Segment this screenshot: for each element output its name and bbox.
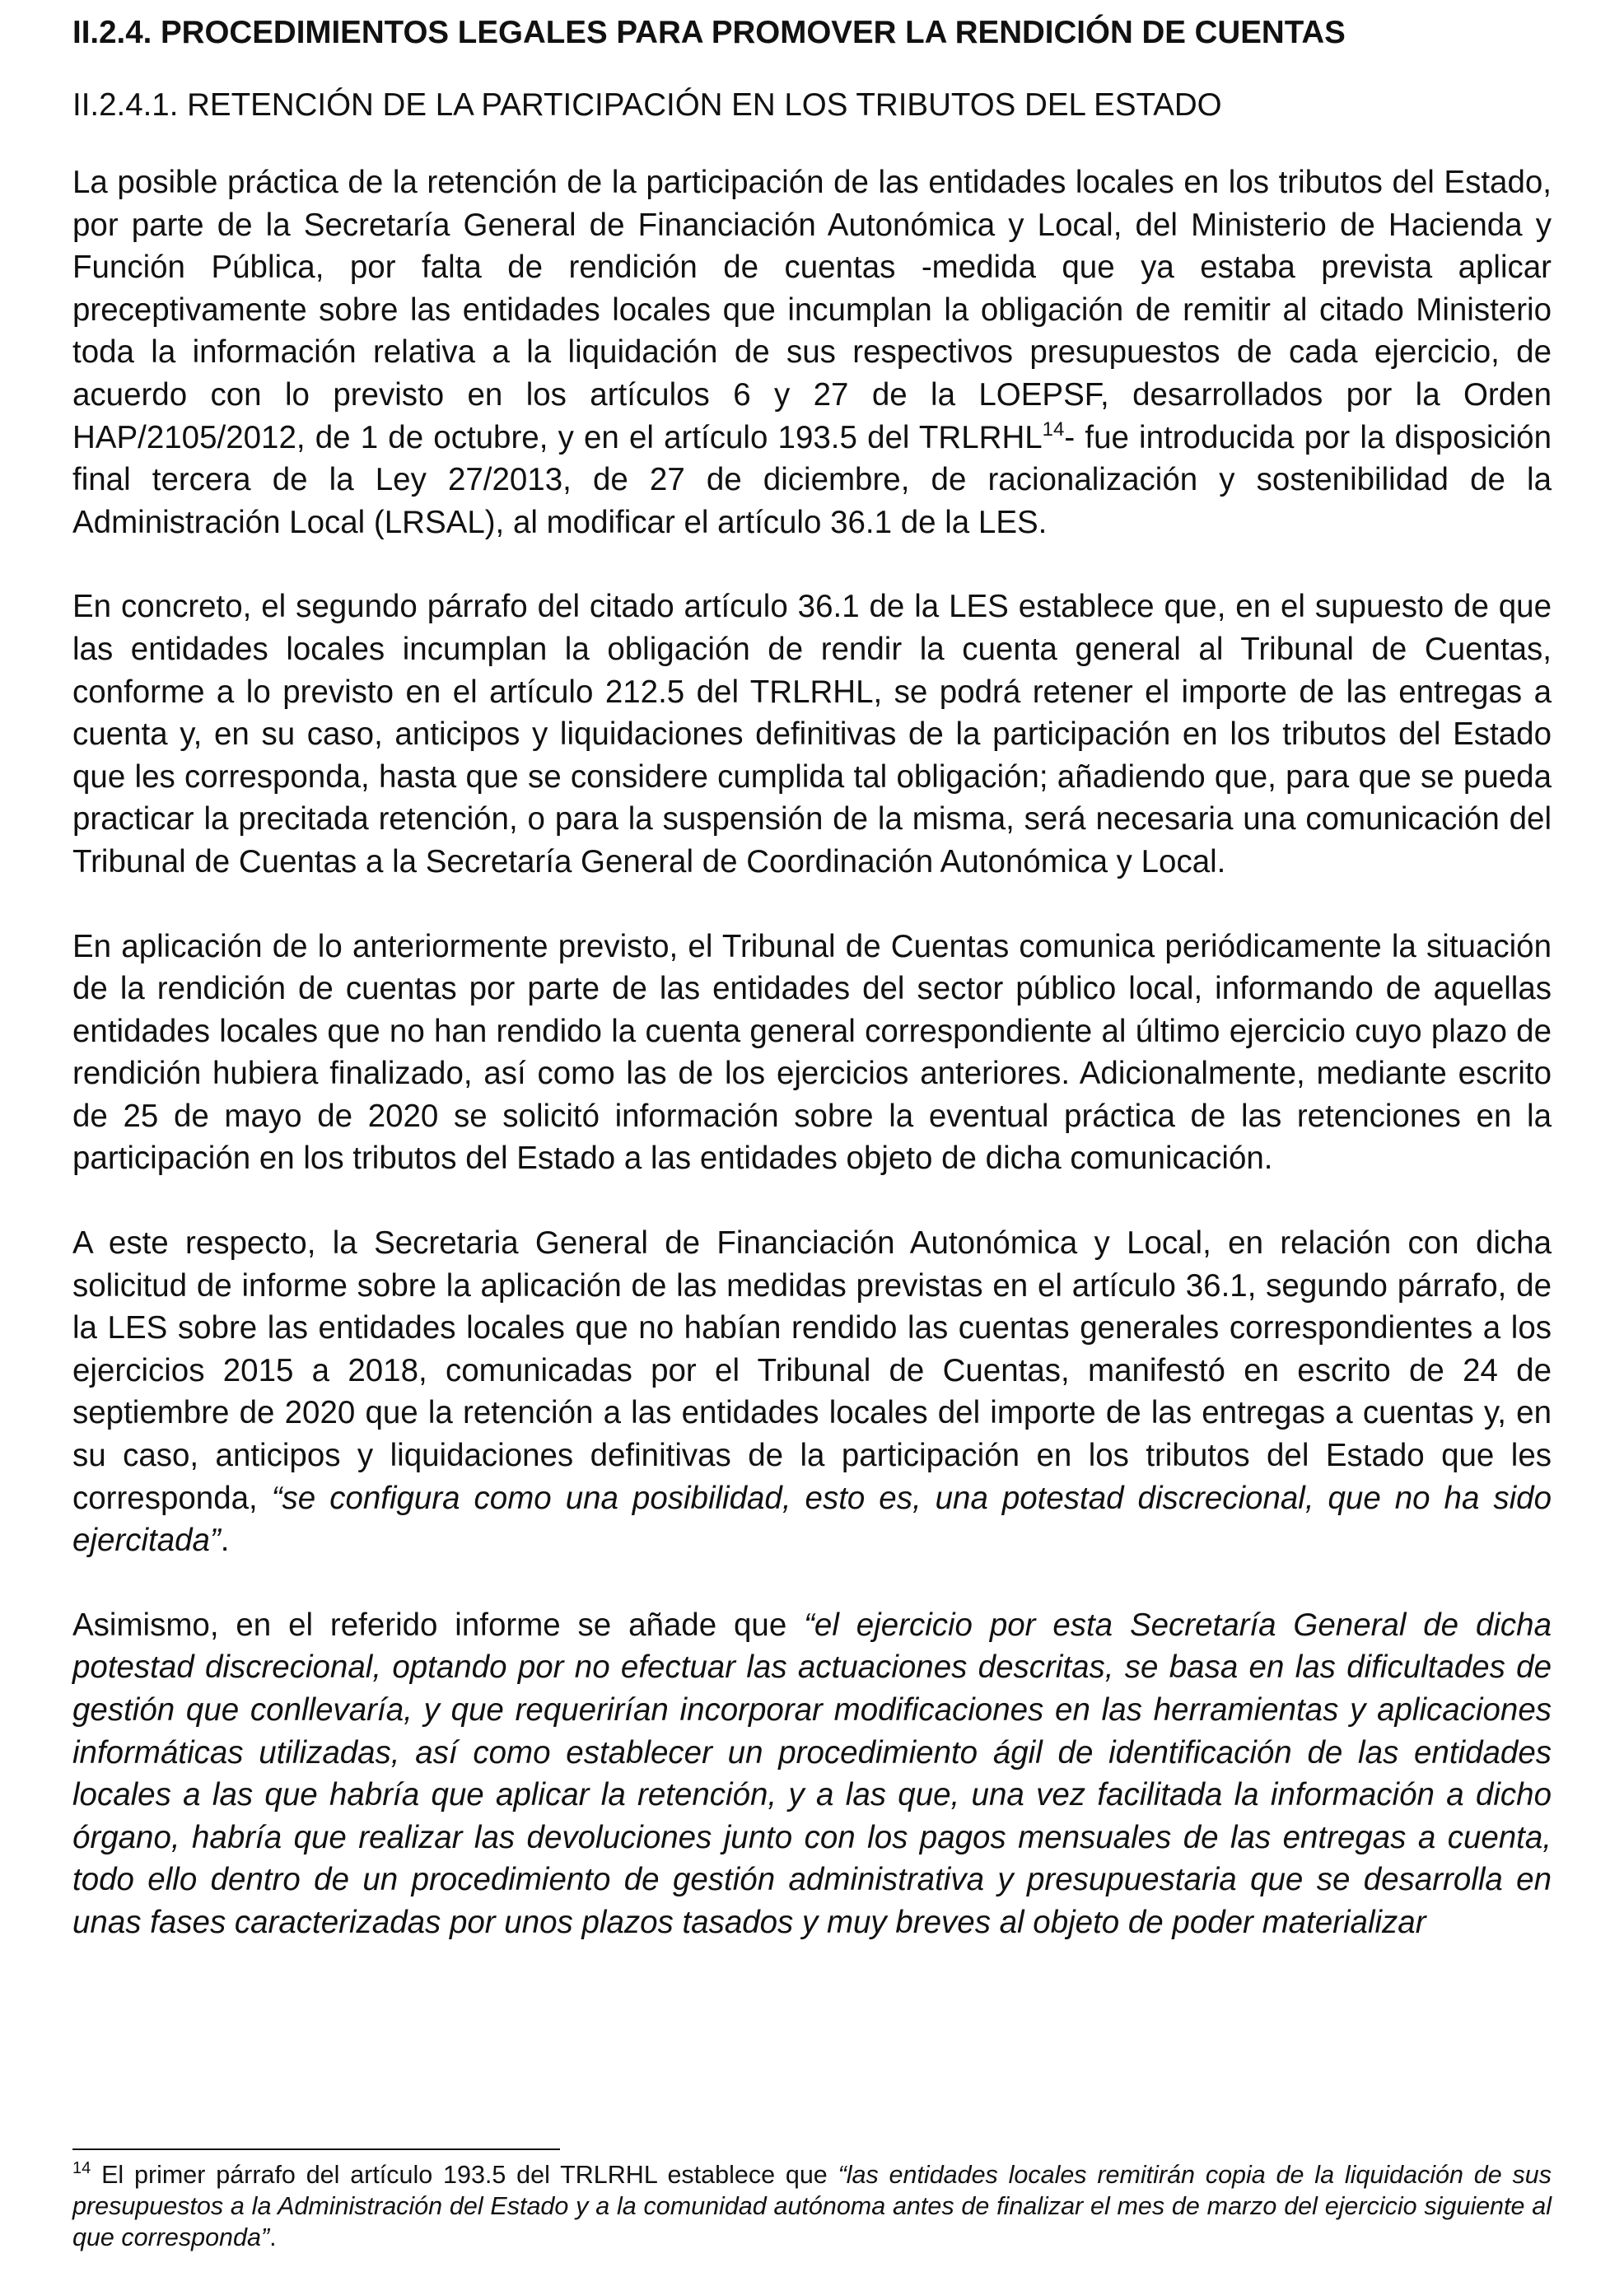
footnote-quote: “las entidades locales remitirán copia de la liquidación de sus presupuestos a la Administración del Estado y a la comunidad autónoma antes de finalizar el mes de marzo del ejercicio siguiente al que corresponda” <box>72 2161 1552 2251</box>
paragraph-1-text-a: La posible práctica de la retención de la participación de las entidades locales en los tributos del Estado, por parte de la Secretaría General de Financiación Autonómica y Local, del Ministerio de Hacienda y Función Pública, por falta de rendición de cuentas -medida que ya estaba prevista aplicar preceptivamente sobre las entidades locales que incumplan la obligación de remitir al citado Ministerio toda la información relativa a la liquidación de sus respectivos presupuestos de cada ejercicio, de acuerdo con lo previsto en los artículos 6 y 27 de la LOEPSF, desarrollados por la Orden HAP/2105/2012, de 1 de octubre, y en el artículo 193.5 del TRLRHL <box>72 165 1552 455</box>
subsection-heading: II.2.4.1. RETENCIÓN DE LA PARTICIPACIÓN EN LOS TRIBUTOS DEL ESTADO <box>72 87 1222 123</box>
paragraph-4-quote: “se configura como una posibilidad, esto es, una potestad discrecional, que no ha sido ejercitada” <box>72 1480 1552 1559</box>
paragraph-4 <box>72 1222 1552 1562</box>
paragraph-5-text-a: Asimismo, en el referido informe se añade que <box>72 1607 805 1643</box>
paragraph-3: En aplicación de lo anteriormente previsto, el Tribunal de Cuentas comunica periódicamente la situación de la rendición de cuentas por parte de las entidades del sector público local, informando de aquellas entidades locales que no han rendido la cuenta general correspondiente al último ejercicio cuyo plazo de rendición hubiera finalizado, así como las de los ejercicios anteriores. Adicionalmente, mediante escrito de 25 de mayo de 2020 se solicitó información sobre la eventual práctica de las retenciones en la participación en los tributos del Estado a las entidades objeto de dicha comunicación. <box>72 928 1552 1177</box>
section-heading: II.2.4. PROCEDIMIENTOS LEGALES PARA PROMOVER LA RENDICIÓN DE CUENTAS <box>72 15 1346 50</box>
footnote-text-a: El primer párrafo del artículo 193.5 del TRLRHL establece que <box>91 2161 838 2189</box>
paragraph-1-text-b: - fue introducida por la disposición final tercera de la Ley 27/2013, de 27 de diciembre, de racionalización y sostenibilidad de la Administración Local (LRSAL), al modificar el artículo 36.1 de la LES. <box>72 419 1552 540</box>
paragraph-4-text-a: A este respecto, la Secretaria General de Financiación Autonómica y Local, en relación con dicha solicitud de informe sobre la aplicación de las medidas previstas en el artículo 36.1, segundo párrafo, de la LES sobre las entidades locales que no habían rendido las cuentas generales correspondientes a los ejercicios 2015 a 2018, comunicadas por el Tribunal de Cuentas, manifestó en escrito de 24 de septiembre de 2020 que la retención a las entidades locales del importe de las entregas a cuentas y, en su caso, anticipos y liquidaciones definitivas de la participación en los tributos del Estado que les corresponda, <box>72 1225 1552 1516</box>
footnote-number: 14 <box>72 2159 91 2177</box>
footnote-divider <box>72 2148 560 2150</box>
footnote-reference[interactable]: 14 <box>1042 418 1065 441</box>
paragraph-1 <box>72 161 1552 544</box>
footnote-text-b: . <box>269 2223 277 2251</box>
footnote <box>72 2159 1552 2253</box>
paragraph-5-quote: “el ejercicio por esta Secretaría General de dicha potestad discrecional, optando por no efectuar las actuaciones descritas, se basa en las dificultades de gestión que conllevaría, y que requerirían incorporar modificaciones en las herramientas y aplicaciones informáticas utilizadas, así como establecer un procedimiento ágil de identificación de las entidades locales a las que habría que aplicar la retención, y a las que, una vez facilitada la información a dicho órgano, habría que realizar las devoluciones junto con los pagos mensuales de las entregas a cuenta, todo ello dentro de un procedimiento de gestión administrativa y presupuestaria que se desarrolla en unas fases caracterizadas por unos plazos tasados y muy breves al objeto de poder materializar <box>72 1607 1552 1940</box>
paragraph-2: En concreto, el segundo párrafo del citado artículo 36.1 de la LES establece que, en el supuesto de que las entidades locales incumplan la obligación de rendir la cuenta general al Tribunal de Cuentas, conforme a lo previsto en el artículo 212.5 del TRLRHL, se podrá retener el importe de las entregas a cuenta y, en su caso, anticipos y liquidaciones definitivas de la participación en los tributos del Estado que les corresponda, hasta que se considere cumplida tal obligación; añadiendo que, para que se pueda practicar la precitada retención, o para la suspensión de la misma, será necesaria una comunicación del Tribunal de Cuentas a la Secretaría General de Coordinación Autonómica y Local. <box>72 589 1552 879</box>
paragraph-5 <box>72 1604 1552 1944</box>
paragraph-4-text-b: . <box>220 1523 230 1559</box>
